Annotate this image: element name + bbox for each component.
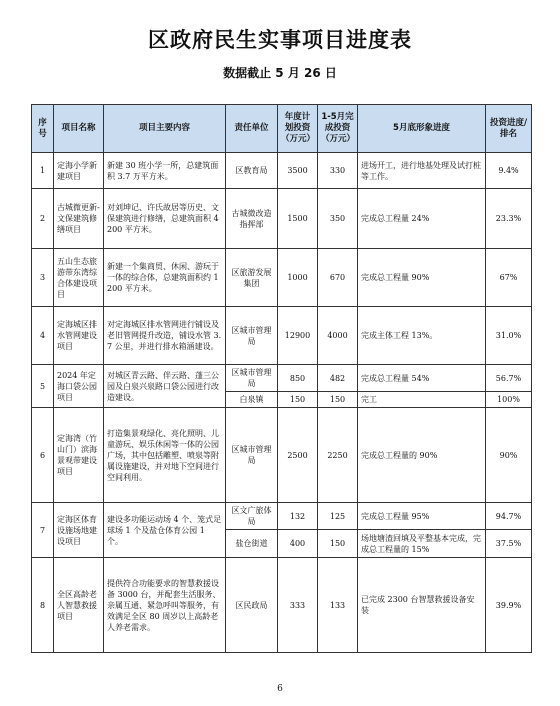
cell-seq: 3 [32, 249, 54, 307]
table-header-row [32, 105, 532, 153]
cell-progress: 场地塘渣回填及平整基本完成，完成总工程量的 15% [358, 530, 486, 558]
cell-plan: 150 [278, 392, 318, 408]
cell-content: 新建一个集商贸、休闲、游玩于一体的综合体，总建筑面积约 1200 平方米。 [104, 249, 226, 307]
cell-rate: 94.7% [486, 503, 532, 530]
cell-progress: 已完成 2300 台智慧救援设备安装 [358, 558, 486, 653]
cell-progress: 完工 [358, 392, 486, 408]
header-done: 1-5月完成投资（万元） [318, 105, 358, 153]
cell-name: 定海城区排水管网建设项目 [54, 307, 104, 365]
cell-content: 对城区青云路、伴云路、蓬三公园及白泉兴泉路口袋公园进行改造建设。 [104, 365, 226, 408]
cell-unit: 盐仓街道 [226, 530, 278, 558]
header-plan: 年度计划投资（万元） [278, 105, 318, 153]
cell-content: 打造集景观绿化、亮化照明、儿童游玩、娱乐休闲等一体的公园广场，其中包括雕塑、喷泉等附属设施建设，并对地下空间进行空间利用。 [104, 408, 226, 503]
cell-rate: 37.5% [486, 530, 532, 558]
cell-unit: 区旅游发展集团 [226, 249, 278, 307]
cell-rate: 9.4% [486, 153, 532, 189]
cell-plan: 333 [278, 558, 318, 653]
cell-name: 定海小学新建项目 [54, 153, 104, 189]
cell-plan: 2500 [278, 408, 318, 503]
header-name: 项目名称 [54, 105, 104, 153]
cell-progress: 完成总工程量 24% [358, 189, 486, 249]
page-title: 区政府民生实事项目进度表 [148, 27, 412, 52]
cell-done: 2250 [318, 408, 358, 503]
cell-plan: 400 [278, 530, 318, 558]
cell-rate: 90% [486, 408, 532, 503]
cell-done: 150 [318, 392, 358, 408]
cell-done: 350 [318, 189, 358, 249]
cell-progress: 完成总工程量 95% [358, 503, 486, 530]
cell-seq: 2 [32, 189, 54, 249]
cell-name: 2024 年定海口袋公园项目 [54, 365, 104, 408]
cell-plan: 850 [278, 365, 318, 392]
cell-unit: 区城市管理局 [226, 408, 278, 503]
cell-rate: 56.7% [486, 365, 532, 392]
cell-unit: 区文广旅体局 [226, 503, 278, 530]
cell-unit: 区城市管理局 [226, 365, 278, 392]
table-row [32, 249, 532, 307]
cell-unit: 区民政局 [226, 558, 278, 653]
table-row [32, 307, 532, 365]
cell-seq: 4 [32, 307, 54, 365]
table-row [32, 408, 532, 503]
header-rate: 投资进度/排名 [486, 105, 532, 153]
cell-rate: 31.0% [486, 307, 532, 365]
cell-unit: 区城市管理局 [226, 307, 278, 365]
cell-done: 125 [318, 503, 358, 530]
table-row [32, 503, 532, 530]
cell-name: 五山生态旅游带东湾综合体建设项目 [54, 249, 104, 307]
cell-plan: 1000 [278, 249, 318, 307]
cell-done: 4000 [318, 307, 358, 365]
cell-seq: 5 [32, 365, 54, 408]
cell-unit: 白泉镇 [226, 392, 278, 408]
cell-unit: 古城微改造指挥部 [226, 189, 278, 249]
cell-name: 全区高龄老人智慧救援项目 [54, 558, 104, 653]
cell-progress: 完成总工程量 90% [358, 249, 486, 307]
cell-rate: 67% [486, 249, 532, 307]
cell-done: 133 [318, 558, 358, 653]
cell-content: 新建 30 班小学一所，总建筑面积 3.7 万平方米。 [104, 153, 226, 189]
header-unit: 责任单位 [226, 105, 278, 153]
cell-rate: 39.9% [486, 558, 532, 653]
header-seq: 序号 [32, 105, 54, 153]
cell-name: 定海湾（竹山门）滨海景观带建设项目 [54, 408, 104, 503]
cell-content: 提供符合功能要求的智慧救援设备 3000 台，并配套生活服务、亲属互通、紧急呼叫等服务，有效满足全区 80 周岁以上高龄老人养老需求。 [104, 558, 226, 653]
cell-rate: 23.3% [486, 189, 532, 249]
table-row [32, 558, 532, 653]
cell-seq: 8 [32, 558, 54, 653]
header-content: 项目主要内容 [104, 105, 226, 153]
cell-done: 150 [318, 530, 358, 558]
cell-plan: 132 [278, 503, 318, 530]
cell-progress: 完成主体工程 13%。 [358, 307, 486, 365]
page-number: 6 [277, 684, 283, 694]
cell-content: 对定海城区排水管网进行铺设及老旧管网提升改造，铺设水管 3.7 公里，并进行排水箱涵建设。 [104, 307, 226, 365]
cell-plan: 3500 [278, 153, 318, 189]
cell-content: 对刘坤记、许氏故居等历史、文保建筑进行修缮，总建筑面积 4200 平方米。 [104, 189, 226, 249]
cell-done: 670 [318, 249, 358, 307]
table-row [32, 365, 532, 392]
cell-seq: 6 [32, 408, 54, 503]
progress-table [31, 104, 532, 653]
cell-content: 建设多功能运动场 4 个、笼式足球场 1 个及盐仓体育公园 1 个。 [104, 503, 226, 558]
cell-done: 330 [318, 153, 358, 189]
cell-plan: 12900 [278, 307, 318, 365]
table-row [32, 153, 532, 189]
cell-progress: 完成总工程量 54% [358, 365, 486, 392]
cell-name: 古城微更新-文保建筑修缮项目 [54, 189, 104, 249]
cell-rate: 100% [486, 392, 532, 408]
cell-progress: 完成总工程量的 90% [358, 408, 486, 503]
page-subtitle: 数据截止 5 月 26 日 [223, 66, 337, 80]
cell-seq: 7 [32, 503, 54, 558]
cell-name: 定海区体育设施场地建设项目 [54, 503, 104, 558]
header-progress: 5月底形象进度 [358, 105, 486, 153]
cell-done: 482 [318, 365, 358, 392]
table-row [32, 189, 532, 249]
cell-plan: 1500 [278, 189, 318, 249]
cell-progress: 进场开工，进行地基处理及试打桩等工作。 [358, 153, 486, 189]
cell-seq: 1 [32, 153, 54, 189]
cell-unit: 区教育局 [226, 153, 278, 189]
